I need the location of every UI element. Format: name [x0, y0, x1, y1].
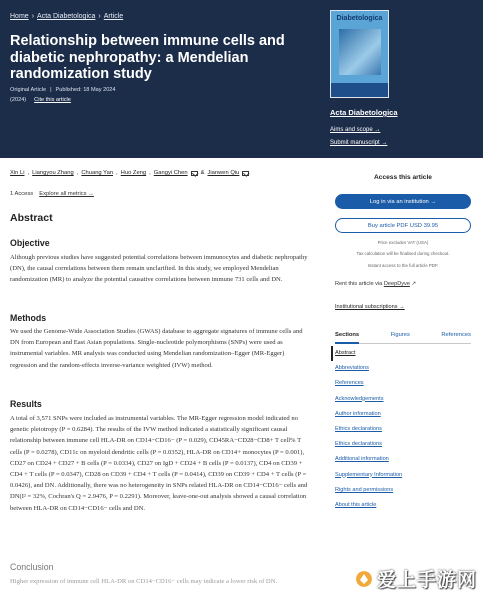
- site-watermark: [354, 565, 477, 592]
- external-link-icon: ↗: [411, 281, 417, 287]
- breadcrumb-article[interactable]: Article: [103, 13, 124, 20]
- toc-item-ethics-declarations-2[interactable]: Ethics declarations: [335, 441, 382, 448]
- results-text: A total of 3,571 SNPs were included as instrumental variables. The MR-Egger regression model indicated no genetic pleiotropy (P = 0.6284). The results of the IVW method indicated a statistically significant causal relationship between immune cell HLA-DR on CD14−CD16− (P = 0.029), CD45RA−CD28−CD8+ T cell% T cells (P = 0.0278), CD11c on myeloid dendritic cells (P = 0.0352), HLA-DR on CD14+ monocytes (P = 0.001), CD27 on CD24 + CD27 + B cells (P = 0.0334), CD27 on IgD + CD24 + B cells (P = 0.0137), CD4 on CD39 + CD4 + T cells (P = 0.0347), CD28 on CD39 + CD4 + T cells (P = 0.0414), CD39 on CD39 + CD4 + T cells (P = 0.0426), and DN. Additionally, there was no heterogeneity in SNPs related HLA-DR on CD14−CD16− cells and DN(I² = 32%, Cochran's Q = 2.9476, P = 0.2291). Moreover, leave-one-out analysis showed a causal correlation between HLA-DR on CD14−CD16− cells and DN.: [10, 415, 308, 512]
- objective-heading: Objective: [10, 238, 50, 248]
- tax-note: Tax calculation will be finalised during checkout.: [356, 251, 450, 256]
- toc-item-rights-permissions[interactable]: Rights and permissions: [335, 486, 394, 493]
- article-title: Relationship between immune cells and diabetic nephropathy: a Mendelian randomization study: [10, 33, 285, 82]
- article-meta-2: [10, 97, 71, 103]
- sidebar-tabs: [335, 330, 471, 344]
- rent-article: [335, 281, 416, 287]
- cover-band: [331, 83, 388, 97]
- access-count: 1 Access: [10, 191, 34, 197]
- methods-heading: Methods: [10, 313, 47, 323]
- toc-item-abbreviations[interactable]: Abbreviations: [335, 365, 369, 372]
- breadcrumb: [10, 13, 123, 20]
- journal-name-link[interactable]: Acta Diabetologica: [330, 108, 398, 117]
- tab-sections[interactable]: Sections: [335, 330, 359, 344]
- author-link[interactable]: Huo Zeng: [120, 170, 147, 176]
- login-institution-button[interactable]: Log in via an institution →: [335, 194, 471, 209]
- author-link[interactable]: Gangyi Chen: [153, 170, 188, 176]
- methods-text: We used the Genome-Wide Association Studies (GWAS) database to aggregate signatures of immune cells and DN from European and East Asian populations. Single-nucleotide polymorphisms (SNPs) were used as instrumental variables. MR analysis was conducted using Mendelian randomization–Egger (MR-Egger) regression and the random-effects inverse-variance weighted (IVW) method.: [10, 328, 303, 369]
- article-type: Original Article: [10, 87, 47, 93]
- author-link[interactable]: Xin Li: [10, 170, 25, 176]
- results-heading: Results: [10, 399, 42, 409]
- access-heading: Access this article: [374, 174, 432, 181]
- breadcrumb-separator-icon: ›: [31, 13, 35, 20]
- breadcrumb-journal[interactable]: Acta Diabetologica: [37, 13, 96, 20]
- toc-item-supplementary-information[interactable]: Supplementary Information: [335, 471, 403, 478]
- explore-metrics-link[interactable]: Explore all metrics →: [39, 191, 94, 197]
- author-separator: ,: [27, 170, 30, 176]
- toc-item-author-information[interactable]: Author information: [335, 410, 381, 417]
- toc-item-about-article[interactable]: About this article: [335, 501, 377, 508]
- toc-item-ethics-declarations[interactable]: Ethics declarations: [335, 425, 382, 432]
- cover-artwork: [339, 29, 381, 75]
- submit-manuscript-link[interactable]: Submit manuscript →: [330, 140, 388, 146]
- author-separator: ,: [116, 170, 118, 176]
- toc-item-abstract[interactable]: Abstract: [331, 346, 471, 361]
- rent-prefix: Rent this article via: [335, 281, 383, 287]
- author-link[interactable]: Liangyou Zhang: [32, 170, 74, 176]
- author-ampersand: &: [200, 170, 205, 176]
- deepdyve-link[interactable]: DeepDyve: [383, 281, 410, 287]
- conclusion-text: Higher expression of immune cell HLA-DR on CD14−CD16− cells may indicate a lower risk of DN.: [10, 578, 278, 585]
- article-metrics: [10, 191, 94, 197]
- breadcrumb-separator-icon: ›: [98, 13, 101, 20]
- meta-separator: |: [50, 87, 52, 93]
- breadcrumb-home[interactable]: Home: [10, 13, 29, 20]
- author-list: [10, 170, 249, 176]
- toc-item-references[interactable]: References: [335, 380, 364, 387]
- toc-item-acknowledgements[interactable]: Acknowledgements: [335, 395, 384, 402]
- tab-figures[interactable]: Figures: [390, 332, 410, 338]
- instant-access-note: Instant access to the full article PDF.: [367, 263, 439, 268]
- email-icon[interactable]: [191, 171, 198, 176]
- published-date: Published: 18 May 2024: [55, 87, 116, 93]
- conclusion-heading: Conclusion: [10, 562, 54, 572]
- author-link[interactable]: Chuang Yan: [81, 170, 114, 176]
- institutional-subscriptions-link[interactable]: Institutional subscriptions →: [335, 304, 405, 310]
- article-header: [0, 0, 483, 158]
- watermark-logo-icon: [354, 569, 374, 589]
- author-link[interactable]: Jianwen Qiu: [207, 170, 240, 176]
- sections-list: [335, 346, 471, 513]
- buy-pdf-button[interactable]: Buy article PDF USD 39.95: [335, 218, 471, 233]
- journal-cover-image[interactable]: [330, 10, 389, 98]
- email-icon[interactable]: [242, 171, 249, 176]
- abstract-heading: Abstract: [10, 212, 53, 224]
- price-note: Price excludes VAT (USA): [377, 240, 429, 245]
- author-separator: ,: [149, 170, 151, 176]
- objective-text: Although previous studies have suggested potential correlations between immunocytes and diabetic nephropathy (DN), the causal correlations between them remain unclarified. In this study, we employed Mendelian randomization (MR) to analyze the potential causative correlations between immune 731 cells and DN.: [10, 254, 308, 284]
- cite-this-article-link[interactable]: Cite this article: [34, 97, 71, 103]
- tab-references[interactable]: References: [441, 332, 471, 338]
- author-separator: ,: [76, 170, 79, 176]
- aims-scope-link[interactable]: Aims and scope →: [330, 127, 381, 133]
- cover-title: Diabetologica: [336, 15, 383, 22]
- article-meta: [10, 87, 116, 93]
- article-year: (2024): [10, 97, 27, 103]
- toc-item-additional-information[interactable]: Additional information: [335, 456, 389, 463]
- watermark-text: 爱上手游网: [376, 570, 477, 591]
